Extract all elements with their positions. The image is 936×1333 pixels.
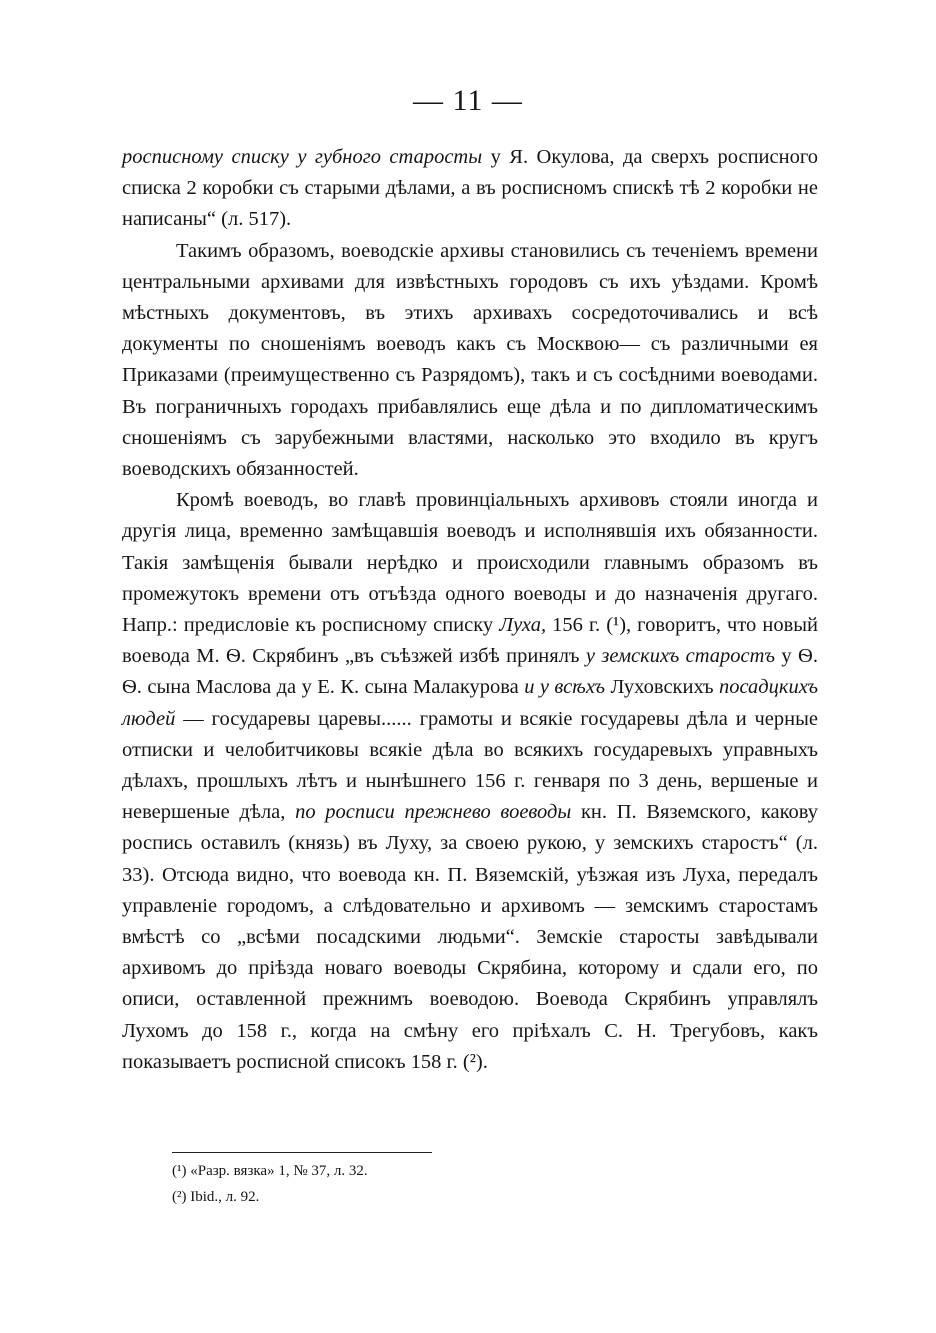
footnote-2: (²) Ibid., л. 92. xyxy=(172,1189,260,1205)
paragraph-3-segment-4: у земскихъ старостъ xyxy=(585,645,776,668)
paragraph-2 xyxy=(122,236,818,486)
paragraph-1-segment-1: росписному списку у губного старосты xyxy=(122,146,483,168)
paragraph-1 xyxy=(122,142,818,236)
paragraph-3-segment-5: у Ѳ. Ѳ. сына Маслова да у Е. К. сына Малакурова xyxy=(122,645,818,699)
footnote-rule xyxy=(172,1152,432,1153)
footnotes xyxy=(172,1158,732,1210)
footnote-1: (¹) «Разр. вязка» 1, № 37, л. 32. xyxy=(172,1163,368,1179)
page-number: — 11 — xyxy=(413,84,523,117)
paragraph-3-segment-3: 156 г. (¹), говоритъ, что новый воевода М. Ѳ. Скрябинъ „въ съѣзжей избѣ принялъ xyxy=(122,614,818,668)
body-text xyxy=(122,142,818,1078)
paragraph-3 xyxy=(122,485,818,1078)
paragraph-3-segment-11: кн. П. Вяземского, какову роспись оставилъ (князь) въ Луху, за своею рукою, у земскихъ старостъ“ (л. 33). Отсюда видно, что воевода кн. П. Вяземскій, уѣзжая изъ Луха, передалъ управленіе городомъ, а слѣдовательно и архивомъ — земскимъ старостамъ вмѣстѣ со „всѣми посадскими людьми“. Земскіе старосты завѣдывали архивомъ до пріѣзда новаго воеводы Скрябина, которому и сдали его, по описи, оставленной прежнимъ воеводою. Воевода Скрябинъ управлялъ Лухомъ до 158 г., когда на смѣну его пріѣхалъ С. Н. Трегубовъ, какъ показываетъ росписной списокъ 158 г. (²). xyxy=(122,801,818,1073)
paragraph-3-segment-2: Луха, xyxy=(499,614,547,637)
paragraph-3-segment-6: и у всѣхъ xyxy=(524,676,606,699)
paragraph-2-segment-1: Такимъ образомъ, воеводскіе архивы становились съ теченіемъ времени центральными архивами для извѣстныхъ городовъ съ ихъ уѣздами. Кромѣ мѣстныхъ документовъ, въ этихъ архивахъ сосредоточивались и всѣ документы по сношеніямъ воеводъ какъ съ Москвою— съ различными ея Приказами (преимущественно съ Разрядомъ), такъ и съ сосѣдними воеводами. Въ пограничныхъ городахъ прибавлялись еще дѣла и по дипломатическимъ сношеніямъ съ зарубежными властями, насколько это входило въ кругъ воеводскихъ обязанностей. xyxy=(122,239,818,481)
paragraph-3-segment-8: посадцкихъ людей xyxy=(122,676,818,730)
paragraph-1-segment-2: у Я. Окулова, да сверхъ росписного списка 2 коробки съ старыми дѣлами, а въ росписномъ спискѣ тѣ 2 коробки не написаны“ (л. 517). xyxy=(122,146,818,231)
paragraph-3-segment-1: Кромѣ воеводъ, во главѣ провинціальныхъ архивовъ стояли иногда и другія лица, временно замѣщавшія воеводъ и исполнявшія ихъ обязанности. Такія замѣщенія бывали нерѣдко и происходили главнымъ образомъ въ промежутокъ времени отъ отъѣзда одного воеводы и до назначенія другаго. Напр.: предисловіе къ росписному списку xyxy=(122,489,818,637)
paragraph-3-segment-9: — государевы царевы...... грамоты и всякіе государевы дѣла и черные отписки и челобитчиковы всякіе дѣла во всякихъ государевыхъ управныхъ дѣлахъ, прошлыхъ лѣтъ и нынѣшнего 156 г. генваря по 3 день, вершеные и невершеные дѣла, xyxy=(122,707,818,824)
paragraph-3-segment-10: по росписи прежнево воеводы xyxy=(295,801,572,824)
paragraph-3-segment-7: Луховскихъ xyxy=(605,676,719,699)
